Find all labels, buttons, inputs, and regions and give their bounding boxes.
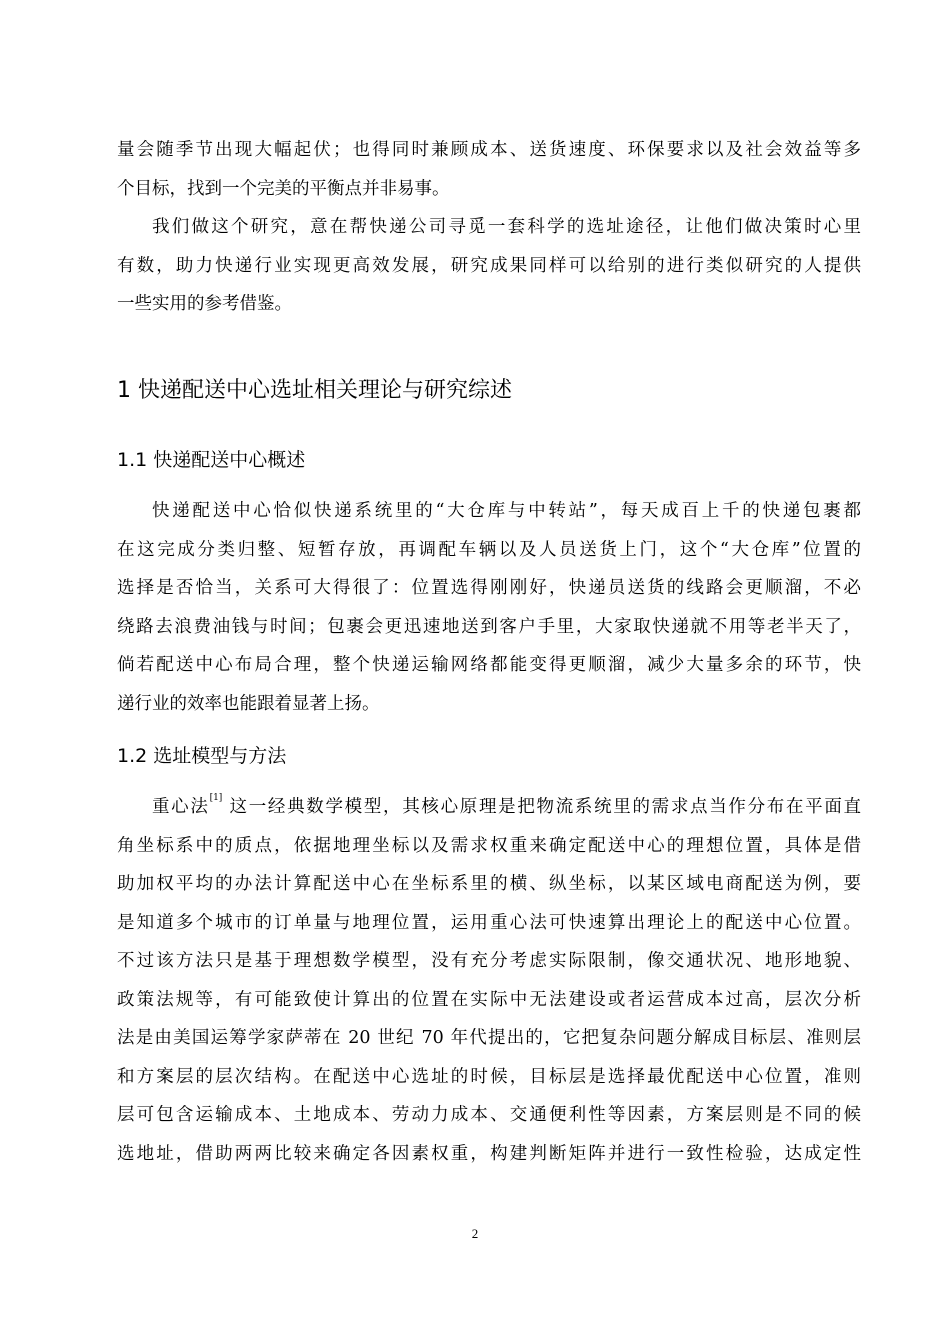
text-fragment: 这一经典数学模型，其核心原理是把物流系统里的需求点当作分布在平面直 <box>222 797 861 817</box>
text-line: 倘若配送中心布局合理，整个快递运输网络都能变得更顺溜，减少大量多余的环节，快 <box>117 655 861 675</box>
section-1-2-paragraph <box>117 788 861 1173</box>
text-line: 有数，助力快递行业实现更高效发展，研究成果同样可以给别的进行类似研究的人提供 <box>117 255 861 276</box>
text-line: 政策法规等，有可能致使计算出的位置在实际中无法建设或者运营成本过高，层次分析 <box>117 989 861 1010</box>
text-fragment: 重心法 <box>152 797 210 817</box>
text-line: 不过该方法只是基于理想数学模型，没有充分考虑实际限制，像交通状况、地形地貌、 <box>117 951 861 971</box>
text-line: 助加权平均的办法计算配送中心在坐标系里的横、纵坐标，以某区域电商配送为例，要 <box>117 874 861 894</box>
text-line: 量会随季节出现大幅起伏；也得同时兼顾成本、送货速度、环保要求以及社会效益等多 <box>117 140 861 160</box>
text-line: 绕路去浪费油钱与时间；包裹会更迅速地送到客户手里，大家取快递就不用等老半天了， <box>117 616 861 637</box>
text-line: 选地址，借助两两比较来确定各因素权重，构建判断矩阵并进行一致性检验，达成定性 <box>117 1143 861 1164</box>
section-heading-1: 1 快递配送中心选址相关理论与研究综述 <box>117 378 512 403</box>
text-line: 我们做这个研究，意在帮快递公司寻觅一套科学的选址途径，让他们做决策时心里 <box>152 217 861 237</box>
intro-paragraph-2 <box>117 208 861 324</box>
text-line <box>117 788 861 827</box>
section-heading-1-1: 1.1 快递配送中心概述 <box>117 449 306 471</box>
text-line: 个目标，找到一个完美的平衡点并非易事。 <box>117 178 450 199</box>
citation-reference[interactable]: [1] <box>209 793 223 803</box>
page-number: 2 <box>471 1226 479 1241</box>
text-line: 法是由美国运筹学家萨蒂在 20 世纪 70 年代提出的，它把复杂问题分解成目标层、准则层 <box>117 1028 861 1048</box>
section-heading-1-2: 1.2 选址模型与方法 <box>117 745 287 767</box>
text-line: 一些实用的参考借鉴。 <box>117 294 292 314</box>
text-line: 递行业的效率也能跟着显著上扬。 <box>117 693 380 714</box>
text-line: 在这完成分类归整、短暂存放，再调配车辆以及人员送货上门，这个“大仓库”位置的 <box>117 539 861 560</box>
text-line: 快递配送中心恰似快递系统里的“大仓库与中转站”，每天成百上千的快递包裹都 <box>152 501 861 521</box>
section-1-1-paragraph <box>117 492 861 723</box>
text-line: 选择是否恰当，关系可大得很了：位置选得刚刚好，快递员送货的线路会更顺溜，不必 <box>117 578 861 598</box>
text-line: 和方案层的层次结构。在配送中心选址的时候，目标层是选择最优配送中心位置，准则 <box>117 1066 861 1087</box>
text-line: 角坐标系中的质点，依据地理坐标以及需求权重来确定配送中心的理想位置，具体是借 <box>117 835 861 856</box>
text-line: 层可包含运输成本、土地成本、劳动力成本、交通便利性等因素，方案层则是不同的候 <box>117 1105 861 1125</box>
text-line: 是知道多个城市的订单量与地理位置，运用重心法可快速算出理论上的配送中心位置。 <box>117 912 861 933</box>
intro-paragraph-1 <box>117 131 861 208</box>
